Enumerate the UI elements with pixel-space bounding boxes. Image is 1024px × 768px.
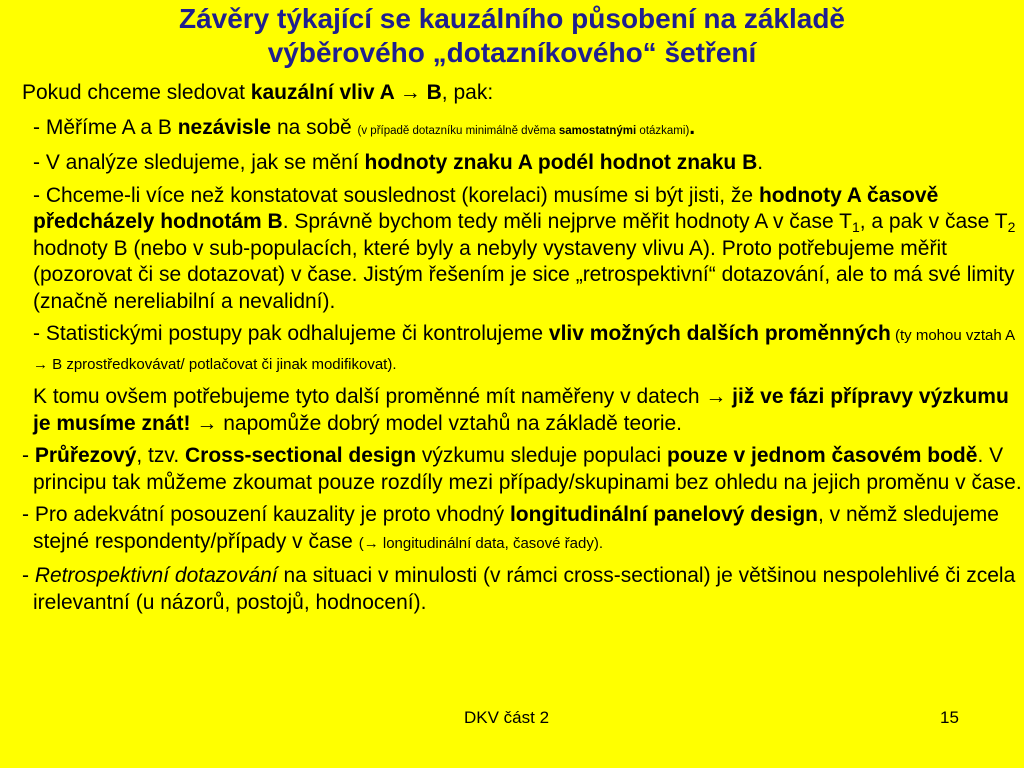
page-number: 15 [940,708,959,727]
intro-line: Pokud chceme sledovat kauzální vliv A → B, pak: [22,81,494,104]
bullet-statistical-control: - Statistickými postupy pak odhalujeme či kontrolujeme vliv možných dalších proměnných (ty mohou vztah A → B zprostředkovávat/ potlačovat či jinak modifikovat). [33,322,1015,373]
title-line-1: Závěry týkající se kauzálního působení na základě [178,3,846,34]
bullet-time-order: - Chceme-li více než konstatovat souslednost (korelaci) musíme si být jisti, že hodnoty A časově předcházely hodnotám B. Správně bychom tedy měli nejprve měřit hodnoty A v čase $T_1$, a pak v čase $T_2$ hodnoty B (nebo v sub-populacích, které byly a nebyly vystaveny vlivu A). Proto potřebujeme měřit (pozorovat či se dotazovat) v čase. Jistým řešením je sice „retrospektivní“ dotazování, ale to má své limity (značně nereliabilní a nevalidní). [33,183,1016,313]
bullet-longitudinal: - Pro adekvátní posouzení kauzality je proto vhodný longitudinální panelový design, v němž sledujeme stejné respondenty/případy v čase (→ longitudinální data, časové řady). [22,503,999,553]
slide-body [22,80,1022,622]
bullet-need-variables: K tomu ovšem potřebujeme tyto další proměnné mít naměřeny v datech → již ve fázi přípravy výzkumu je musíme znát! → napomůže dobrý model vztahů na základě teorie. [33,385,1009,435]
bullet-cross-sectional: - Průřezový, tzv. Cross-sectional design výzkumu sleduje populaci pouze v jednom časovém bodě. V principu tak můžeme zkoumat pouze rozdíly mezi případy/skupinami bez ohledu na jejich proměnu v čase. [22,444,1022,494]
slide-title [40,2,984,70]
footer-label: DKV část 2 [464,708,550,727]
title-line-2: výběrového „dotazníkového“ šetření [267,37,757,68]
bullet-measure-independently: - Měříme A a B nezávisle na sobě (v případě dotazníku minimálně dvěma samostatnými otázkami). [33,115,696,139]
bullet-analysis: - V analýze sledujeme, jak se mění hodnoty znaku A podél hodnot znaku B. [33,151,764,174]
bullet-retrospective: - Retrospektivní dotazování na situaci v minulosti (v rámci cross-sectional) je většinou nespolehlivé či zcela irelevantní (u názorů, postojů, hodnocení). [22,564,1016,614]
